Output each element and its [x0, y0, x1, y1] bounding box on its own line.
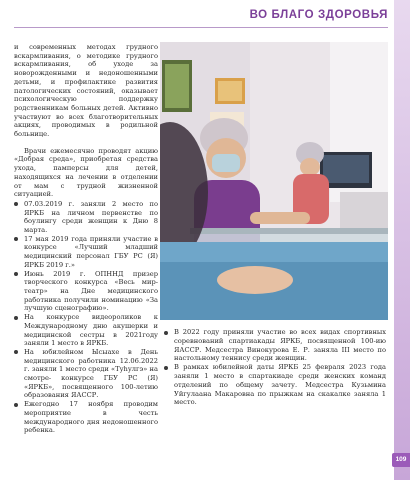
list-item: Ежегодно 17 ноября проводим мероприятие в честь международного дня недоношенного ребенка.	[14, 400, 158, 435]
list-item: В рамках юбилейной даты ЯРКБ 25 февраля 2023 года заняли 1 место в спартакиаде среди женских команд отделений по общему зачету. Медсестра Кузьмина Уйгулаана Макаровна по прыжкам на скакалке заняла 1 место.	[164, 363, 386, 407]
nurses-photo	[160, 42, 388, 320]
sports-list	[164, 328, 386, 407]
list-item: На юбилейном Ысыахе в День медицинского работника 12.06.2022 г. заняли 1 место среди «Туһулгэ» на смотре- конкурсе ГБУ РС (Я) «ЯРКБ», посвященного 100-летию образования ЯАССР.	[14, 348, 158, 400]
page-number: 109	[392, 453, 410, 467]
header-divider	[14, 27, 388, 28]
list-item: 17 мая 2019 года приняли участие в конкурсе «Лучший младший медицинский персонал ГБУ РС (Я) ЯРКБ 2019 г.»	[14, 235, 158, 270]
list-item: Июнь 2019 г. ОПННД призер творческого конкурса «Весь мир-театр» на Дне медицинского работника получили номинацию «За лучшую сценографию».	[14, 270, 158, 314]
left-text-column	[14, 43, 158, 435]
section-title: ВО БЛАГО ЗДОРОВЬЯ	[249, 9, 388, 21]
list-item: 07.03.2019 г. заняли 2 место по ЯРКБ на личном первенстве по боулингу среди женщин к Дню 8 марта.	[14, 200, 158, 235]
achievements-list	[14, 200, 158, 435]
side-decoration	[394, 0, 410, 480]
nurses-photo-illustration	[160, 42, 388, 320]
intro-paragraph: и современных методах грудного вскармливания, о методике грудного вскармливания, об уходе за новорожденными и недоношенными детьми, и профилактике развития патологических состояний, оказывает психологическую поддержку родственникам больных детей. Активно участвуют во всех благотворительных акциях, проводимых в родильной больнице.	[14, 43, 158, 139]
list-item: В 2022 году приняли участие во всех видах спортивных соревнований спартиакады ЯРКБ, посвященной 100-ию ЯАССР. Медсестра Винокурова Е. Р. заняла III место по настольному теннису среди женщин.	[164, 328, 386, 363]
good-wednesday-paragraph: Врачи ежемесячно проводят акцию «Добрая среда», приобретая средства ухода, памперсы для детей, находящихся на лечении в отделении от мам с трудной жизненной ситуацией.	[14, 146, 158, 199]
list-item: На конкурсе видеороликов к Международному дню акушерки и медицинской сестры в 2021году заняли 1 место в ЯРКБ.	[14, 313, 158, 348]
